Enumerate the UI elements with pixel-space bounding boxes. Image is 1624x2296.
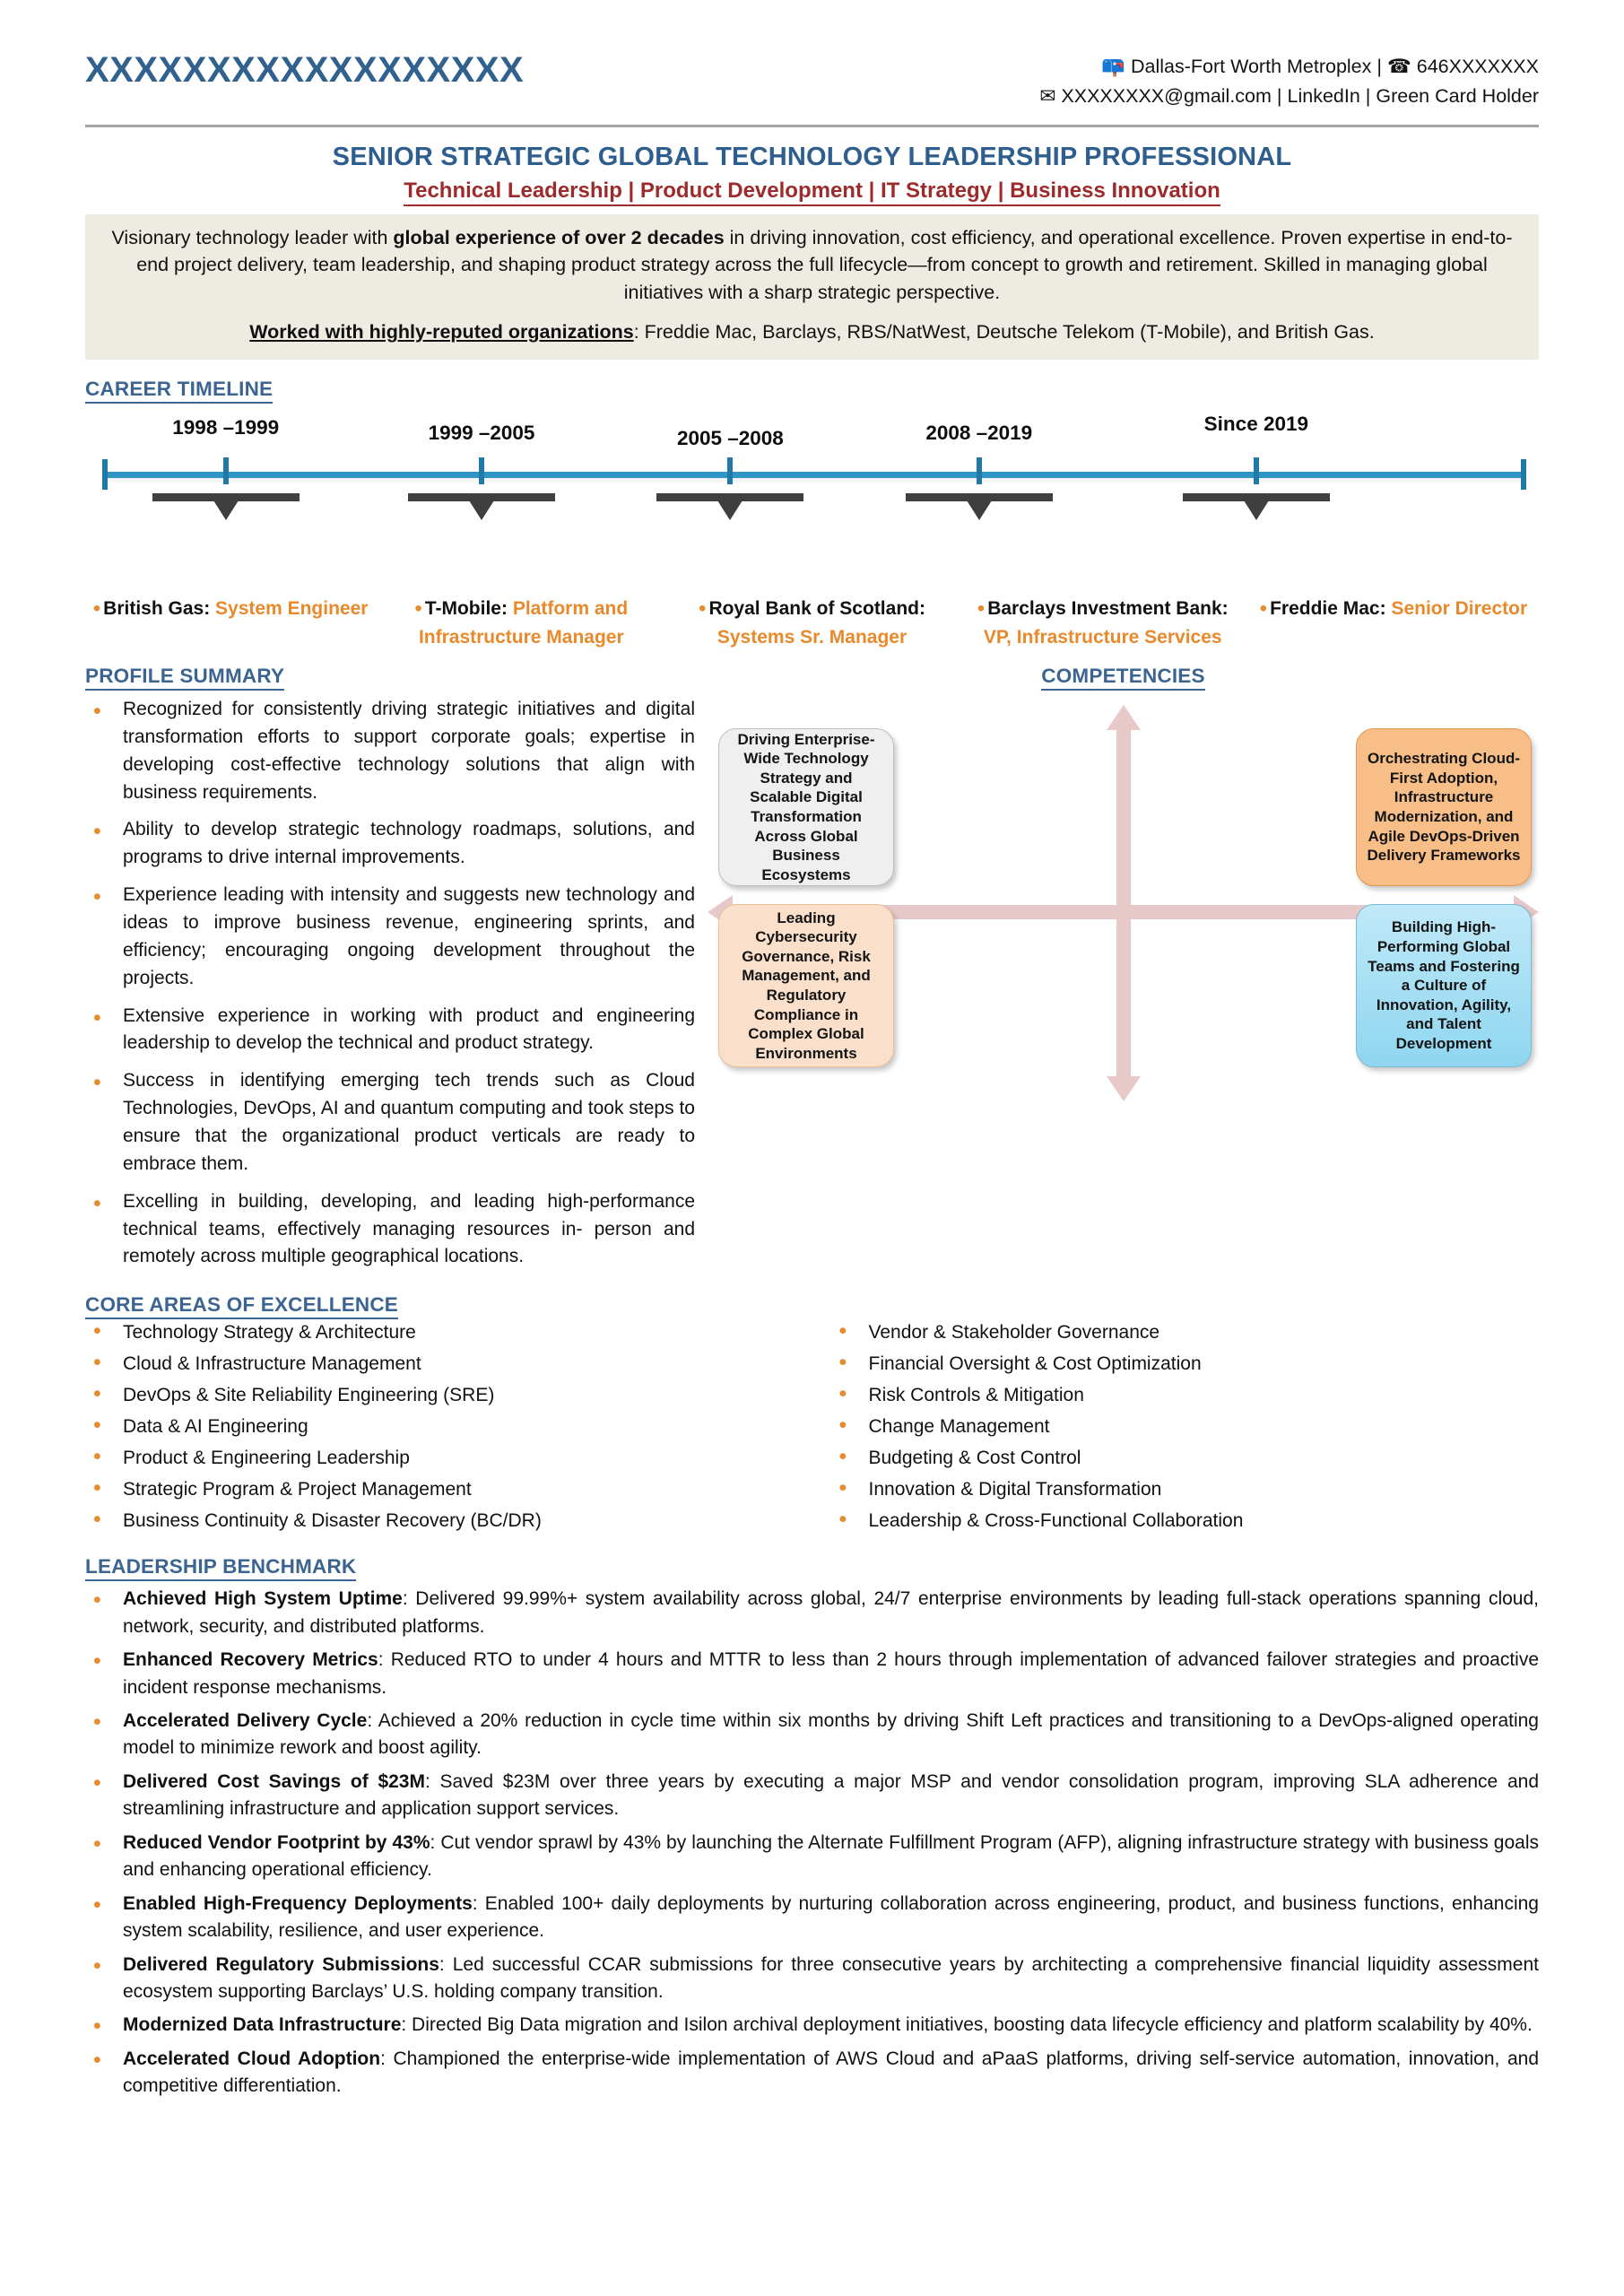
benchmark-item — [85, 1769, 1539, 1823]
timeline-end-cap — [1521, 459, 1526, 490]
visa-status-text: Green Card Holder — [1376, 85, 1539, 108]
benchmark-label: Reduced Vendor Footprint by 43% — [123, 1831, 430, 1853]
summary-post: in driving innovation, cost efficiency, and operational excellence. Proven expertise in end-to-end project delivery, team leadership, and shaping product strategy across the full lifecycle—from concept to growth and retirement. Skilled in managing global initiatives with a sharp strategic perspective. — [136, 226, 1513, 303]
timeline-pointer-icon — [213, 500, 239, 520]
competencies-section — [695, 665, 1539, 1281]
benchmark-label: Achieved High System Uptime — [123, 1588, 403, 1610]
bullet-icon: • — [414, 596, 422, 621]
profile-bullet: • Ability to develop strategic technology roadmaps, solutions, and programs to drive internal improvements. — [85, 816, 695, 872]
timeline-start-cap — [102, 459, 108, 490]
benchmark-text: : Championed the enterprise-wide implementation of AWS Cloud and aPaaS platforms, driving self-service automation, innovation, and competitive differentiation. — [123, 2048, 1539, 2097]
phone-text: 646XXXXXXX — [1416, 56, 1539, 77]
benchmark-label: Accelerated Delivery Cycle — [123, 1710, 368, 1731]
profile-bullet: • Excelling in building, developing, and leading high-performance technical teams, effectively managing resources in- person and remotely across multiple geographical locations. — [85, 1188, 695, 1272]
mailbox-icon: 📪 — [1101, 56, 1125, 77]
timeline-company: Barclays Investment Bank: — [987, 597, 1229, 619]
timeline-tick — [977, 457, 982, 484]
organizations-label: Worked with highly-reputed organizations — [249, 321, 634, 344]
bullet-icon: • — [699, 596, 707, 621]
timeline-pointer-icon — [967, 500, 992, 520]
core-areas-section — [85, 1293, 1539, 1543]
competencies-heading: COMPETENCIES — [1041, 665, 1204, 691]
core-area-item: • DevOps & Site Reliability Engineering (SRE) — [85, 1386, 794, 1405]
benchmark-item — [85, 2046, 1539, 2100]
profile-competencies-row — [85, 665, 1539, 1281]
vertical-axis — [1116, 728, 1131, 1076]
timeline-date: 2008 –2019 — [925, 421, 1033, 444]
timeline-entry — [666, 594, 957, 652]
benchmark-text: : Directed Big Data migration and Isilon archival deployment initiatives, boosting data lifecycle efficiency and platform scalability by 40%. — [401, 2014, 1533, 2036]
separator: | — [1376, 56, 1382, 77]
timeline-date: 1998 –1999 — [172, 415, 280, 439]
benchmark-item — [85, 2012, 1539, 2039]
separator: | — [1365, 85, 1371, 108]
core-area-item: • Strategic Program & Project Management — [85, 1480, 794, 1499]
timeline-role: System Engineer — [215, 597, 369, 619]
core-area-item: • Technology Strategy & Architecture — [85, 1323, 794, 1342]
envelope-icon: ✉ — [1039, 85, 1056, 108]
timeline-tick — [223, 457, 229, 484]
competency-box-2: Orchestrating Cloud-First Adoption, Infrastructure Modernization, and Agile DevOps-Driven Delivery Frameworks — [1356, 728, 1532, 886]
timeline-entry — [1248, 594, 1539, 652]
bullet-icon: • — [1259, 596, 1268, 621]
timeline-tick — [1254, 457, 1259, 484]
headline-subtitle: Technical Leadership | Product Development | IT Strategy | Business Innovation — [85, 178, 1539, 206]
linkedin-link[interactable]: LinkedIn — [1287, 85, 1360, 108]
header-divider — [85, 125, 1539, 127]
contact-block — [1039, 52, 1539, 112]
benchmark-text: : Enabled 100+ daily deployments by nurturing collaboration across engineering, product, and business functions, enhancing system scalability, resilience, and user experience. — [123, 1892, 1539, 1942]
timeline-pointer-icon — [1244, 500, 1269, 520]
competency-box-4: Building High-Performing Global Teams and Fostering a Culture of Innovation, Agility, and Talent Development — [1356, 904, 1532, 1067]
timeline-pointer-icon — [717, 500, 743, 520]
core-area-item: • Leadership & Cross-Functional Collaboration — [831, 1511, 1540, 1530]
core-area-item: • Change Management — [831, 1417, 1540, 1436]
timeline-entry — [958, 594, 1248, 652]
timeline-entry — [376, 594, 666, 652]
timeline-tick — [727, 457, 733, 484]
benchmark-text: : Reduced RTO to under 4 hours and MTTR to less than 2 hours through implementation of advanced failover strategies and proactive incident response mechanisms. — [123, 1649, 1540, 1698]
organizations-value: : Freddie Mac, Barclays, RBS/NatWest, Deutsche Telekom (T-Mobile), and British Gas. — [633, 321, 1375, 344]
core-area-item: • Data & AI Engineering — [85, 1417, 794, 1436]
benchmark-text: : Achieved a 20% reduction in cycle time within six months by driving Shift Left practices and transitioning to a DevOps-aligned operating model to minimize rework and boost agility. — [123, 1710, 1539, 1759]
timeline-date: 1999 –2005 — [428, 421, 535, 444]
location-text: Dallas-Fort Worth Metroplex — [1130, 56, 1372, 77]
timeline-company: Freddie Mac: — [1270, 597, 1386, 619]
core-area-item: • Business Continuity & Disaster Recovery (BC/DR) — [85, 1511, 794, 1530]
arrow-up-icon — [1107, 705, 1141, 730]
benchmark-label: Modernized Data Infrastructure — [123, 2014, 402, 2036]
competencies-quadrant — [708, 705, 1539, 1119]
summary-bold: global experience of over 2 decades — [393, 226, 725, 248]
timeline-tick — [479, 457, 484, 484]
core-areas-columns — [85, 1323, 1539, 1543]
core-area-item: • Budgeting & Cost Control — [831, 1448, 1540, 1467]
core-area-item: • Financial Oversight & Cost Optimization — [831, 1354, 1540, 1373]
timeline-company: Royal Bank of Scotland: — [708, 597, 925, 619]
benchmark-label: Delivered Regulatory Submissions — [123, 1953, 439, 1975]
core-area-item: • Vendor & Stakeholder Governance — [831, 1323, 1540, 1342]
profile-bullet: • Recognized for consistently driving strategic initiatives and digital transformation efforts to support corporate goals; expertise in developing cost-effective technology solutions that align with business requirements. — [85, 696, 695, 806]
timeline-pointer-icon — [469, 500, 494, 520]
timeline-graphic — [85, 413, 1539, 592]
benchmark-item — [85, 1891, 1539, 1945]
core-area-item: • Risk Controls & Mitigation — [831, 1386, 1540, 1405]
arrow-down-icon — [1107, 1076, 1141, 1101]
summary-pre: Visionary technology leader with — [111, 226, 394, 248]
benchmark-item — [85, 1586, 1539, 1640]
benchmark-label: Enabled High-Frequency Deployments — [123, 1892, 473, 1914]
benchmark-item — [85, 1647, 1539, 1701]
benchmark-item — [85, 1952, 1539, 2006]
contact-line-1 — [1039, 52, 1539, 82]
summary-banner — [85, 214, 1539, 360]
profile-summary-heading: PROFILE SUMMARY — [85, 665, 284, 691]
core-areas-left-column — [85, 1323, 794, 1543]
timeline-date: Since 2019 — [1203, 412, 1309, 435]
competency-box-3: Leading Cybersecurity Governance, Risk Management, and Regulatory Compliance in Complex Global Environments — [718, 904, 894, 1067]
benchmark-text: : Cut vendor sprawl by 43% by launching the Alternate Fulfillment Program (AFP), aligning infrastructure strategy with business goals and enhancing operational efficiency. — [123, 1831, 1539, 1881]
bullet-icon: • — [92, 596, 101, 621]
separator: | — [1276, 85, 1282, 108]
timeline-entries — [85, 594, 1539, 652]
profile-bullet: • Success in identifying emerging tech trends such as Cloud Technologies, DevOps, AI and quantum computing and took steps to ensure that the organizational product verticals are ready to embrace them. — [85, 1067, 695, 1178]
benchmark-item — [85, 1708, 1539, 1762]
benchmark-text: : Led successful CCAR submissions for three consecutive years by architecting a comprehensive financial liquidity assessment ecosystem supporting Barclays’ U.S. holding company transition. — [123, 1953, 1539, 2002]
core-areas-heading: CORE AREAS OF EXCELLENCE — [85, 1293, 398, 1319]
leadership-benchmark-heading: LEADERSHIP BENCHMARK — [85, 1555, 356, 1581]
contact-line-2 — [1039, 82, 1539, 111]
profile-bullet: • Extensive experience in working with product and engineering leadership to develop the technical and product strategy. — [85, 1003, 695, 1058]
profile-bullet: • Experience leading with intensity and suggests new technology and ideas to improve business revenue, engineering sprints, and efficiency; encouraging ongoing development throughout the projects. — [85, 882, 695, 992]
benchmark-label: Enhanced Recovery Metrics — [123, 1649, 378, 1671]
benchmark-text: : Delivered 99.99%+ system availability across global, 24/7 enterprise environments by leading full-stack operations spanning cloud, network, security, and distributed platforms. — [123, 1588, 1539, 1637]
timeline-role: Platform and Infrastructure Manager — [418, 597, 629, 648]
competency-box-1: Driving Enterprise-Wide Technology Strategy and Scalable Digital Transformation Across Global Business Ecosystems — [718, 728, 894, 886]
telephone-icon: ☎ — [1386, 56, 1411, 77]
timeline-entry — [85, 594, 376, 652]
leadership-benchmark-list — [85, 1586, 1539, 2100]
profile-summary-section — [85, 665, 695, 1281]
summary-paragraph — [98, 224, 1526, 307]
competencies-heading-wrap — [708, 665, 1539, 691]
core-area-item: • Cloud & Infrastructure Management — [85, 1354, 794, 1373]
career-timeline-heading: CAREER TIMELINE — [85, 378, 273, 404]
profile-summary-list — [85, 696, 695, 1271]
organizations-line — [98, 318, 1526, 346]
timeline-company: British Gas: — [103, 597, 211, 619]
timeline-role: VP, Infrastructure Services — [983, 627, 1222, 648]
timeline-role: Systems Sr. Manager — [716, 627, 908, 648]
timeline-company: T-Mobile: — [424, 597, 508, 619]
timeline-date: 2005 –2008 — [676, 426, 784, 449]
benchmark-label: Accelerated Cloud Adoption — [123, 2048, 381, 2069]
timeline-axis — [105, 472, 1526, 478]
leadership-benchmark-section — [85, 1555, 1539, 2100]
career-timeline-section — [85, 378, 1539, 652]
email-text: XXXXXXXX@gmail.com — [1061, 85, 1272, 108]
benchmark-label: Delivered Cost Savings of $23M — [123, 1770, 425, 1792]
core-area-item: • Innovation & Digital Transformation — [831, 1480, 1540, 1499]
bullet-icon: • — [977, 596, 986, 621]
headline-title: SENIOR STRATEGIC GLOBAL TECHNOLOGY LEADERSHIP PROFESSIONAL — [332, 142, 1292, 171]
benchmark-text: : Saved $23M over three years by executing a major MSP and vendor consolidation program, improving SLA adherence and streamlining infrastructure and application support services. — [123, 1770, 1539, 1820]
core-area-item: • Product & Engineering Leadership — [85, 1448, 794, 1467]
header — [85, 0, 1539, 112]
candidate-name: XXXXXXXXXXXXXXXXXX — [85, 50, 525, 90]
core-areas-right-column — [794, 1323, 1540, 1543]
timeline-role: Senior Director — [1391, 597, 1528, 619]
benchmark-item — [85, 1830, 1539, 1884]
